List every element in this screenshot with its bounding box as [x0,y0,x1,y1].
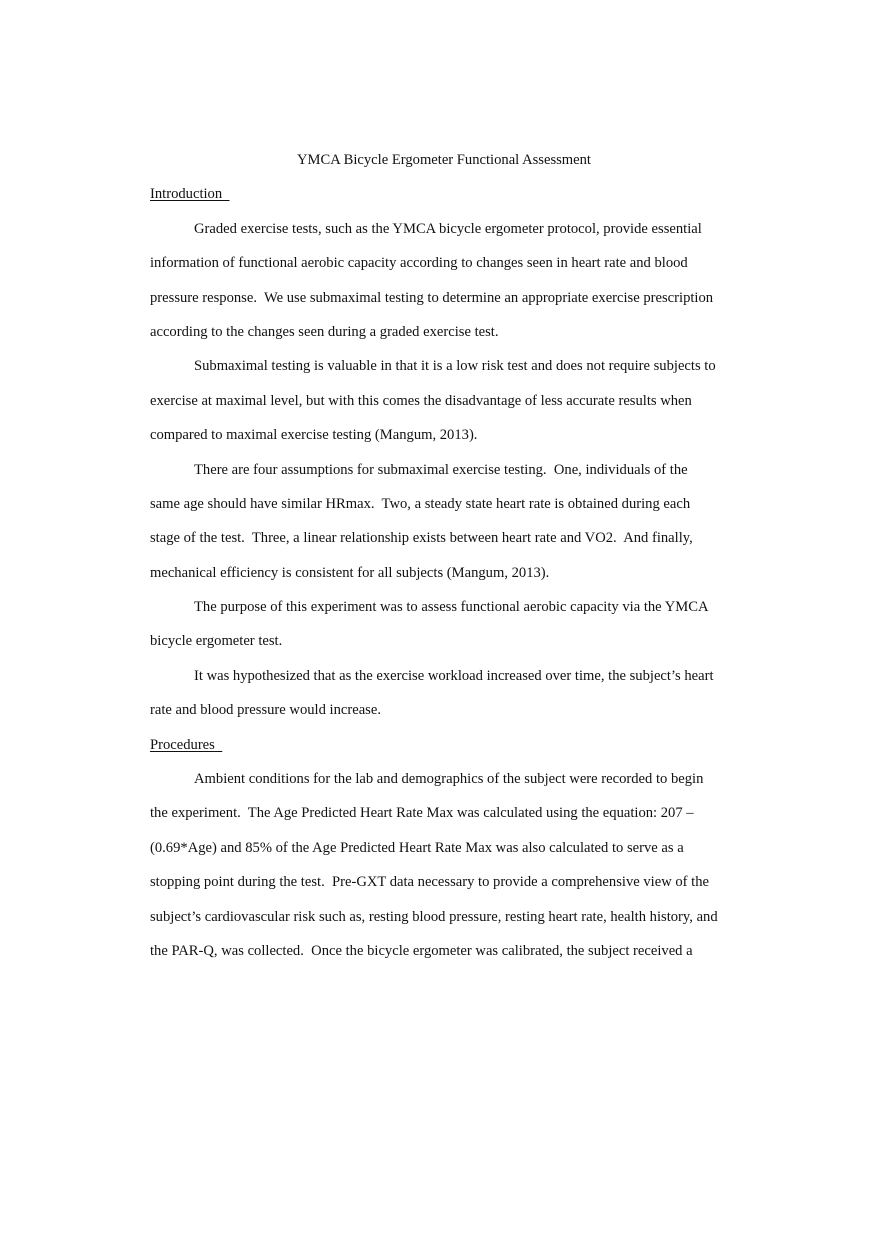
paragraph [150,659,740,728]
paragraph-line: subject’s cardiovascular risk such as, resting blood pressure, resting heart rate, health history, and [150,908,718,925]
paragraph-line: compared to maximal exercise testing (Mangum, 2013). [150,427,478,444]
paragraph [150,212,740,350]
paragraph-line: stage of the test. Three, a linear relationship exists between heart rate and VO2. And finally, [150,530,693,547]
paragraph [150,349,740,452]
document-body [150,177,740,968]
paragraph [150,762,740,968]
paragraph-line: same age should have similar HRmax. Two, a steady state heart rate is obtained during each [150,495,691,512]
section-introduction [150,177,740,727]
paragraph-line: Graded exercise tests, such as the YMCA bicycle ergometer protocol, provide essential [194,220,702,237]
paragraph-line: the experiment. The Age Predicted Heart Rate Max was calculated using the equation: 207 – [150,805,694,822]
paragraph [150,590,740,659]
paragraph-line: There are four assumptions for submaximal exercise testing. One, individuals of the [194,461,688,478]
paragraph-line: rate and blood pressure would increase. [150,702,381,719]
paragraph-line: Submaximal testing is valuable in that it is a low risk test and does not require subjects to [194,358,716,375]
document-page [150,143,740,968]
paragraph-line: The purpose of this experiment was to assess functional aerobic capacity via the YMCA [194,599,709,616]
paragraph-line: bicycle ergometer test. [150,633,283,650]
section-heading: Procedures [150,736,215,753]
paragraph-line: mechanical efficiency is consistent for all subjects (Mangum, 2013). [150,564,550,581]
paragraph-line: (0.69*Age) and 85% of the Age Predicted Heart Rate Max was also calculated to serve as a [150,839,684,856]
paragraph-line: It was hypothesized that as the exercise workload increased over time, the subject’s heart [194,667,714,684]
paragraph-line: according to the changes seen during a graded exercise test. [150,323,499,340]
document-title: YMCA Bicycle Ergometer Functional Assessment [296,152,591,168]
paragraph [150,453,740,591]
paragraph-line: information of functional aerobic capacity according to changes seen in heart rate and blood [150,255,688,272]
paragraph-line: pressure response. We use submaximal testing to determine an appropriate exercise prescription [150,289,714,306]
paragraph-line: stopping point during the test. Pre-GXT data necessary to provide a comprehensive view of the [150,874,710,891]
section-heading: Introduction [150,186,223,203]
section-procedures [150,728,740,969]
paragraph-line: exercise at maximal level, but with this comes the disadvantage of less accurate results when [150,392,692,409]
paragraph-line: Ambient conditions for the lab and demographics of the subject were recorded to begin [194,771,704,788]
paragraph-line: the PAR-Q, was collected. Once the bicycle ergometer was calibrated, the subject received a [150,942,693,959]
